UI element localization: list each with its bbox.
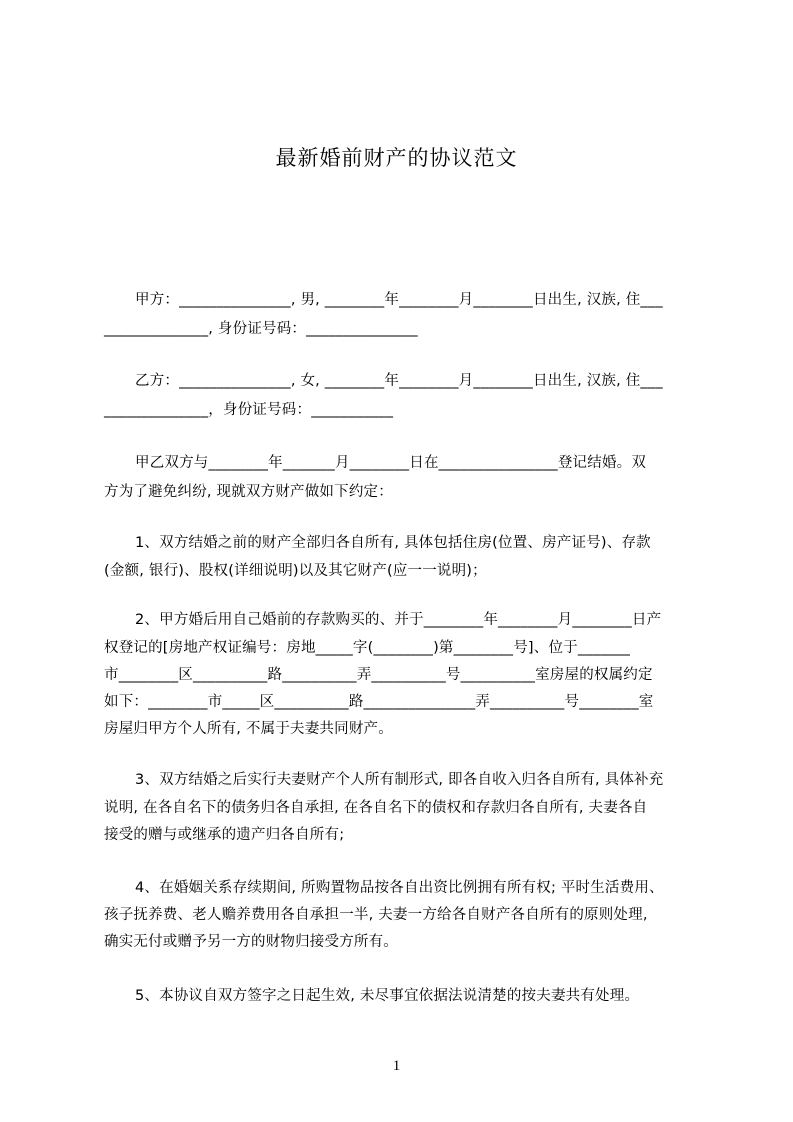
preamble-line-1: 甲乙双方与________年_______月________日在________________登记结婚。双 bbox=[135, 455, 647, 471]
party-b-line-1: 乙方：_______________, 女, ________年________月________日出生, 汉族, 住___ bbox=[135, 373, 663, 389]
clause-2-line-5: 房屋归甲方个人所有, 不属于夫妻共同财产。 bbox=[104, 721, 393, 737]
page-number: 1 bbox=[392, 1058, 401, 1074]
clause-3-line-1: 3、双方结婚之后实行夫妻财产个人所有制形式, 即各自收入归各自所有, 具体补充 bbox=[135, 772, 664, 788]
clause-1-line-2: (金额, 银行)、股权(详细说明)以及其它财产(应一一说明)； bbox=[104, 563, 487, 579]
clause-2-line-3: 市________区__________路__________弄__________号__________室房屋的权属约定 bbox=[104, 667, 653, 683]
party-a-line-2: ______________, 身份证号码：_______________ bbox=[104, 321, 418, 337]
clause-3-line-2: 说明, 在各自名下的债务归各自承担, 在各自名下的债权和存款归各自所有, 夫妻各自 bbox=[104, 800, 648, 816]
document-title: 最新婚前财产的协议范文 bbox=[275, 146, 518, 170]
clause-5-line-1: 5、本协议自双方签字之日起生效, 未尽事宜依据法说清楚的按夫妻共有处理。 bbox=[135, 988, 640, 1004]
clause-2-line-2: 权登记的[房地产权证编号：房地_____字(________)第________号]、位于_______ bbox=[104, 640, 631, 656]
clause-4-line-3: 确实无付或赠予另一方的财物归接受方所有。 bbox=[104, 934, 398, 950]
clause-3-line-3: 接受的赠与或继承的遗产归各自所有; bbox=[104, 827, 345, 843]
clause-2-line-1: 2、甲方婚后用自己婚前的存款购买的、并于________年________月________日产 bbox=[135, 612, 662, 628]
clause-1-line-1: 1、双方结婚之前的财产全部归各自所有, 具体包括住房(位置、房产证号)、存款 bbox=[135, 535, 651, 551]
party-a-line-1: 甲方：_______________, 男, ________年________月________日出生, 汉族, 住___ bbox=[135, 292, 663, 308]
party-b-line-2: ______________，身份证号码：___________ bbox=[104, 402, 394, 418]
clause-4-line-2: 孩子抚养费、老人赡养费用各自承担一半, 夫妻一方给各自财产各自所有的原则处理, bbox=[104, 907, 648, 923]
preamble-line-2: 方为了避免纠纷, 现就双方财产做如下约定： bbox=[104, 484, 393, 500]
clause-2-line-4: 如下：________市_____区__________路_______________弄__________号________室 bbox=[104, 694, 654, 710]
clause-4-line-1: 4、在婚姻关系存续期间, 所购置物品按各自出资比例拥有所有权; 平时生活费用、 bbox=[135, 880, 664, 896]
